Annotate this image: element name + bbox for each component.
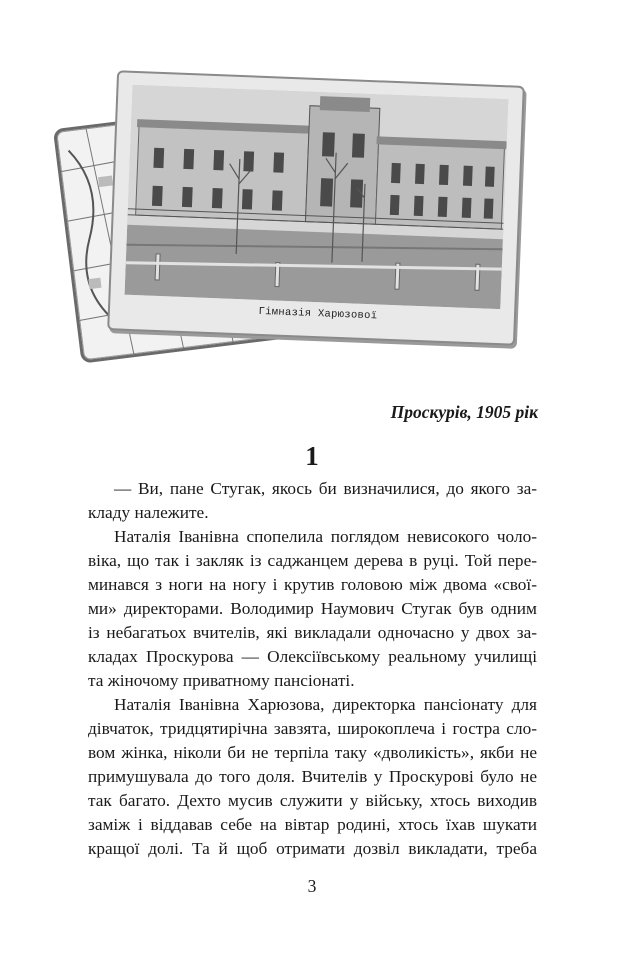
photo-card bbox=[107, 70, 525, 345]
text-line: Наталія Іванівна Харюзова, директорка пансіонату для bbox=[114, 695, 537, 714]
text-line: віка, що так і закляк із саджанцем дерева в руці. Той пере- bbox=[88, 551, 537, 570]
text-line: Наталія Іванівна спопелила поглядом невисокого чоло- bbox=[114, 527, 537, 546]
gymnasium-photo bbox=[125, 85, 509, 309]
text-line: так багато. Дехто мусив служити у війську, хтось виходив bbox=[88, 791, 537, 810]
text-line: минався з ноги на ногу і крутив головою між двома «свої- bbox=[88, 575, 537, 594]
text-line: кладах Проскурова — Олексіївському реальному училищі bbox=[88, 647, 537, 666]
text-line: кладу належите. bbox=[88, 503, 209, 522]
text-line: вом жінка, ніколи би не терпіла таку «дволикість», якби не bbox=[88, 743, 537, 762]
chapter-number: 1 bbox=[305, 441, 319, 471]
text-line: примушувала до того доля. Вчителів у Проскурові було не bbox=[88, 767, 537, 786]
page-number: 3 bbox=[307, 876, 317, 896]
text-line: кращої долі. Та й щоб отримати дозвіл викладати, треба bbox=[88, 839, 537, 858]
gymnasium-building-picture bbox=[125, 85, 509, 309]
text-line: дівчаток, тридцятирічна завзята, широкоплеча і гостра сло- bbox=[88, 719, 537, 738]
place-date-heading: Проскурів, 1905 рік bbox=[390, 402, 538, 422]
text-line: та жіночому приватному пансіонаті. bbox=[88, 671, 355, 690]
text-line: ми» директорами. Володимир Наумович Стугак був одним bbox=[88, 599, 537, 618]
text-line: заміж і віддавав себе на вівтар родині, хтось їхав шукати bbox=[88, 815, 537, 834]
photo-caption: Гімназія Харюзової bbox=[258, 305, 378, 323]
text-line: із небагатьох вчителів, які викладали одночасно у двох за- bbox=[88, 623, 537, 642]
illustration bbox=[60, 72, 550, 362]
text-line: — Ви, пане Стугак, якось би визначилися, до якого за- bbox=[114, 479, 537, 498]
